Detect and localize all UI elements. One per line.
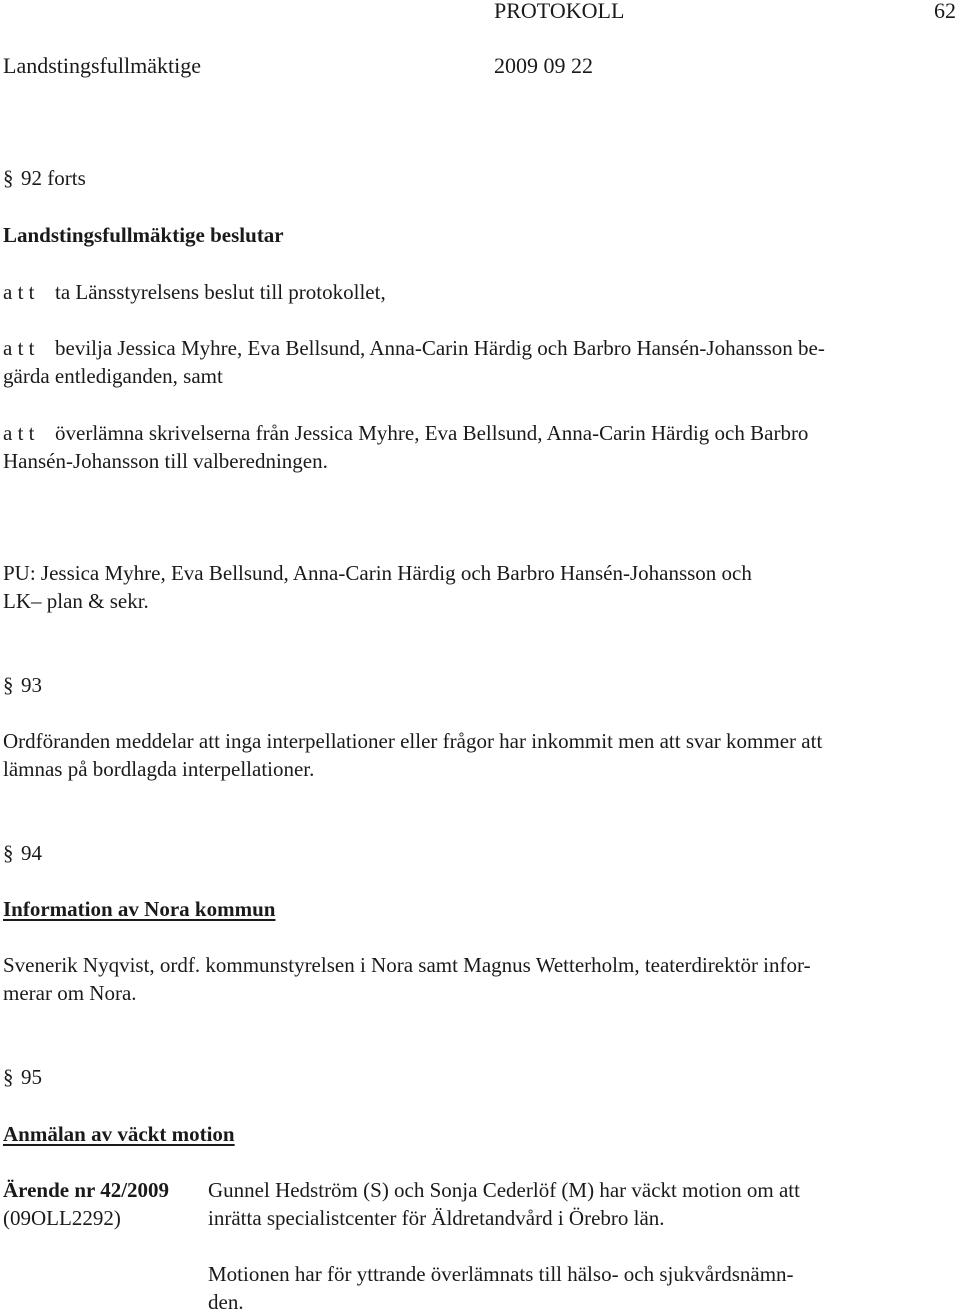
section-93-text-cont: lämnas på bordlagda interpellationer. xyxy=(3,757,315,781)
section-93-heading: § 93 xyxy=(3,673,42,697)
motion-text-cont: inrätta specialistcenter för Äldretandvård i Örebro län. xyxy=(208,1206,665,1230)
att-marker: a t t xyxy=(3,421,35,445)
section-sign: § xyxy=(3,673,14,697)
section-sign: § xyxy=(3,1065,14,1089)
section-94-title: Information av Nora kommun xyxy=(3,897,276,921)
att-marker: a t t xyxy=(3,336,35,360)
section-95-title: Anmälan av väckt motion xyxy=(3,1122,235,1146)
motion-referral-text-cont: den. xyxy=(208,1290,244,1314)
decision-item-3: a t t överlämna skrivelserna från Jessica Myhre, Eva Bellsund, Anna-Carin Härdig och Barbro xyxy=(3,421,809,445)
section-95-heading: § 95 xyxy=(3,1065,42,1089)
section-93-text: Ordföranden meddelar att inga interpellationer eller frågor har inkommit men att svar kommer att xyxy=(3,729,823,753)
decision-item-2: a t t bevilja Jessica Myhre, Eva Bellsund, Anna-Carin Härdig och Barbro Hansén-Johansson be- xyxy=(3,336,825,360)
header-body: Landstingsfullmäktige xyxy=(3,53,201,78)
page-number: 62 xyxy=(934,0,956,23)
document-type: PROTOKOLL xyxy=(494,0,625,23)
section-94-heading: § 94 xyxy=(3,841,42,865)
section-sign: § xyxy=(3,841,14,865)
case-reference: (09OLL2292) xyxy=(3,1206,121,1230)
section-92-heading: § 92 forts xyxy=(3,166,86,190)
att-marker: a t t xyxy=(3,280,35,304)
case-number: Ärende nr 42/2009 xyxy=(3,1178,170,1202)
motion-referral-text: Motionen har för yttrande överlämnats till hälso- och sjukvårdsnämn- xyxy=(208,1262,794,1286)
decision-item-2-cont: gärda entlediganden, samt xyxy=(3,364,223,388)
section-sign: § xyxy=(3,166,14,190)
decision-item-3-cont: Hansén-Johansson till valberedningen. xyxy=(3,449,328,473)
section-94-text: Svenerik Nyqvist, ordf. kommunstyrelsen i Nora samt Magnus Wetterholm, teaterdirektör infor- xyxy=(3,953,811,977)
header-date: 2009 09 22 xyxy=(494,53,593,78)
distribution-line: PU: Jessica Myhre, Eva Bellsund, Anna-Carin Härdig och Barbro Hansén-Johansson och xyxy=(3,561,752,585)
decision-item-1: a t t ta Länsstyrelsens beslut till protokollet, xyxy=(3,280,386,304)
distribution-line-cont: LK– plan & sekr. xyxy=(3,589,149,613)
section-94-text-cont: merar om Nora. xyxy=(3,981,137,1005)
decision-heading: Landstingsfullmäktige beslutar xyxy=(3,223,284,247)
motion-text: Gunnel Hedström (S) och Sonja Cederlöf (M) har väckt motion om att xyxy=(208,1178,800,1202)
